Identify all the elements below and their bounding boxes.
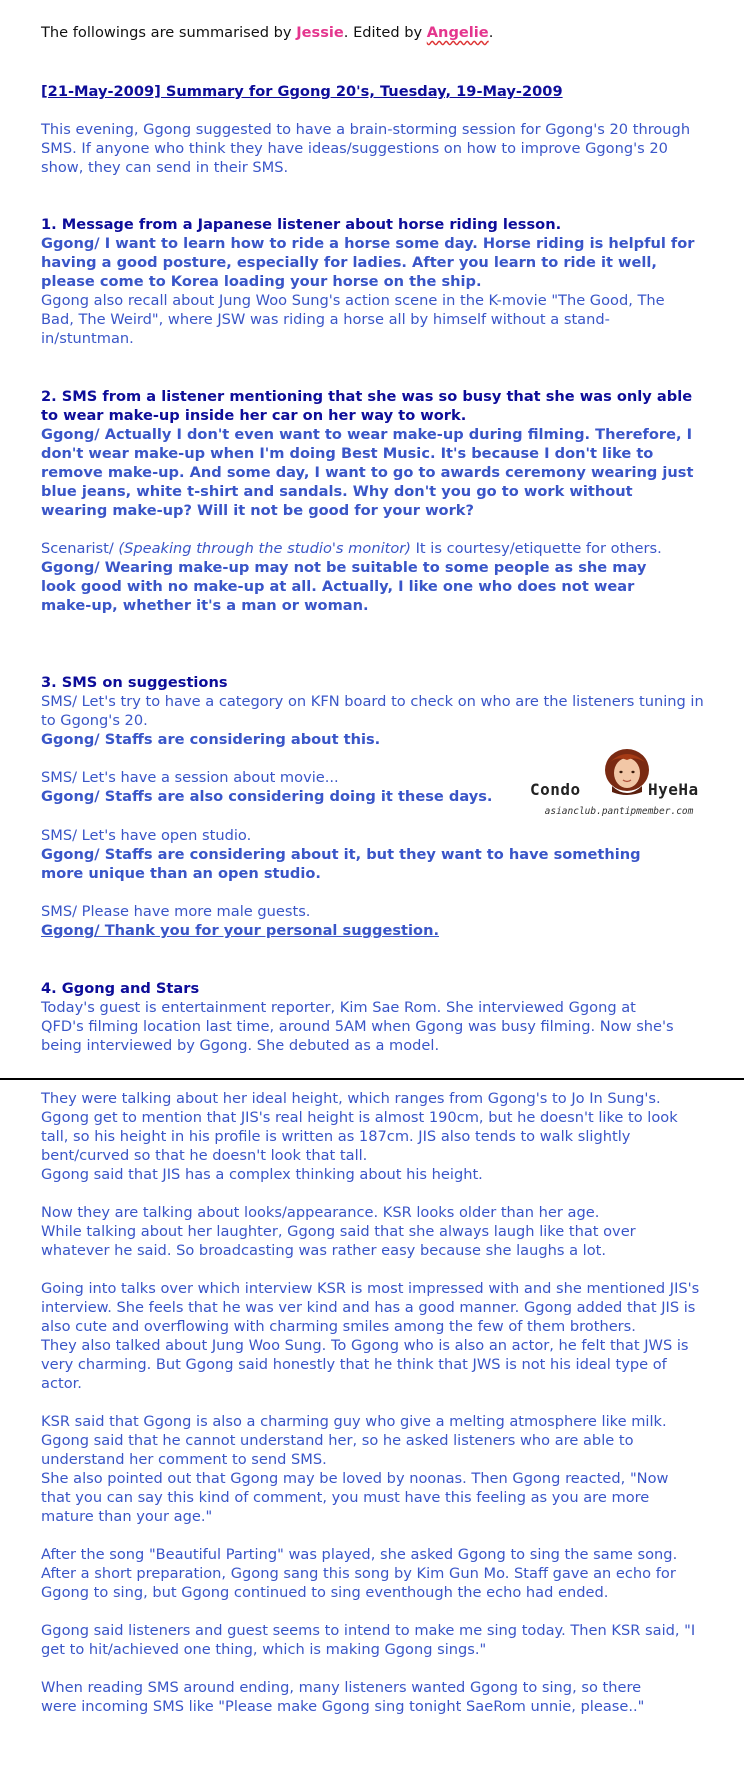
section-1-quote: Ggong/ I want to learn how to ride a horse some day. Horse riding is helpful for having a good posture, especially for ladies. After you learn to ride it well, please come to Korea loading your horse on the ship. <box>41 235 695 290</box>
sms-2: SMS/ Let's have a session about movie... <box>41 769 339 786</box>
logo-url-text: asianclub.pantipmember.com <box>544 806 694 817</box>
reply-3: Ggong/ Staffs are considering about it, but they want to have something more unique than an open studio. <box>41 846 641 882</box>
reply-4: Ggong/ Thank you for your personal suggestion. <box>41 922 440 939</box>
lower-paragraph-7: When reading SMS around ending, many listeners wanted Ggong to sing, so there were incoming SMS like "Please make Ggong sing tonight SaeRom unnie, please.." <box>41 1679 645 1715</box>
lower-paragraph-1b: Ggong said that JIS has a complex thinking about his height. <box>41 1166 483 1183</box>
sms-1: SMS/ Let's try to have a category on KFN board to check on who are the listeners tuning in to Ggong's 20. <box>41 693 704 729</box>
lower-paragraph-2: Now they are talking about looks/appearance. KSR looks older than her age. <box>41 1204 600 1221</box>
reply-2: Ggong/ Staffs are also considering doing it these days. <box>41 788 493 805</box>
lower-paragraph-3: Going into talks over which interview KSR is most impressed with and she mentioned JIS's interview. She feels that he was ver kind and has a good manner. Ggong added that JIS is also cute and overflowing with charming smiles among the few of them brothers. <box>41 1280 700 1335</box>
condo-hyeha-logo <box>530 748 708 818</box>
lower-paragraph-3b: They also talked about Jung Woo Sung. To Ggong who is also an actor, he felt that JWS is very charming. But Ggong said honestly that he think that JWS is not his ideal type of actor. <box>41 1337 689 1392</box>
lower-paragraph-4: KSR said that Ggong is also a charming guy who give a melting atmosphere like milk. Ggong said that he cannot understand her, so he asked listeners who are able to understand her comment to send SMS. <box>41 1413 667 1468</box>
page-title[interactable]: [21-May-2009] Summary for Ggong 20's, Tuesday, 19-May-2009 <box>41 83 563 100</box>
section-2-heading: 2. SMS from a listener mentioning that she was so busy that she was only able to wear make-up inside her car on her way to work. <box>41 388 693 424</box>
credits-line: The followings are summarised by Jessie. Edited by Angelie. <box>41 24 494 41</box>
section-2-reply: Ggong/ Wearing make-up may not be suitable to some people as she may look good with no make-up at all. Actually, I like one who does not wear make-up, whether it's a man or woman. <box>41 559 647 614</box>
lower-paragraph-5: After the song "Beautiful Parting" was played, she asked Ggong to sing the same song. After a short preparation, Ggong sang this song by Kim Gun Mo. Staff gave an echo for Ggong to sing, but Ggong continued to sing eventhough the echo had ended. <box>41 1546 678 1601</box>
lower-paragraph-6: Ggong said listeners and guest seems to intend to make me sing today. Then KSR said, "I get to hit/achieved one thing, which is making Ggong sings." <box>41 1622 696 1658</box>
logo-left-text: Condo <box>530 780 581 799</box>
sms-3: SMS/ Let's have open studio. <box>41 827 252 844</box>
author-name: Jessie <box>296 24 344 41</box>
sms-4: SMS/ Please have more male guests. <box>41 903 311 920</box>
lower-paragraph-1: They were talking about her ideal height, which ranges from Ggong's to Jo In Sung's. Ggong get to mention that JIS's real height is almost 190cm, but he doesn't like to look tall, so his height in his profile is written as 187cm. JIS also tends to walk slightly bent/curved so that he doesn't look that tall. <box>41 1090 678 1164</box>
section-1-heading: 1. Message from a Japanese listener about horse riding lesson. <box>41 216 562 233</box>
section-2-quote: Ggong/ Actually I don't even want to wear make-up during filming. Therefore, I don't wear make-up when I'm doing Best Music. It's because I don't like to remove make-up. And some day, I want to go to awards ceremony wearing just blue jeans, white t-shirt and sandals. Why don't you go to work without wearing make-up? Will it not be good for your work? <box>41 426 694 519</box>
reply-1: Ggong/ Staffs are considering about this. <box>41 731 381 748</box>
logo-right-text: HyeHa <box>648 780 699 799</box>
lower-paragraph-2b: While talking about her laughter, Ggong said that she always laugh like that over whatever he said. So broadcasting was rather easy because she laughs a lot. <box>41 1223 636 1259</box>
section-1-note: Ggong also recall about Jung Woo Sung's action scene in the K-movie "The Good, The Bad, The Weird", where JSW was riding a horse all by himself without a stand-in/stuntman. <box>41 292 665 347</box>
page-divider <box>0 1078 744 1080</box>
editor-name: Angelie <box>426 24 489 41</box>
section-3-heading: 3. SMS on suggestions <box>41 674 228 691</box>
intro-paragraph: This evening, Ggong suggested to have a brain-storming session for Ggong's 20 through SMS. If anyone who think they have ideas/suggestions on how to improve Ggong's 20 show, they can send in their SMS. <box>41 121 691 176</box>
section-4-text: Today's guest is entertainment reporter, Kim Sae Rom. She interviewed Ggong at QFD's filming location last time, around 5AM when Ggong was busy filming. Now she's being interviewed by Ggong. She debuted as a model. <box>41 999 674 1054</box>
lower-paragraph-4b: She also pointed out that Ggong may be loved by noonas. Then Ggong reacted, "Now that you can say this kind of comment, you must have this feeling as you are more mature than your age." <box>41 1470 669 1525</box>
scenarist-line: Scenarist/ (Speaking through the studio's monitor) It is courtesy/etiquette for others. <box>41 540 662 557</box>
section-4-heading: 4. Ggong and Stars <box>41 980 200 997</box>
